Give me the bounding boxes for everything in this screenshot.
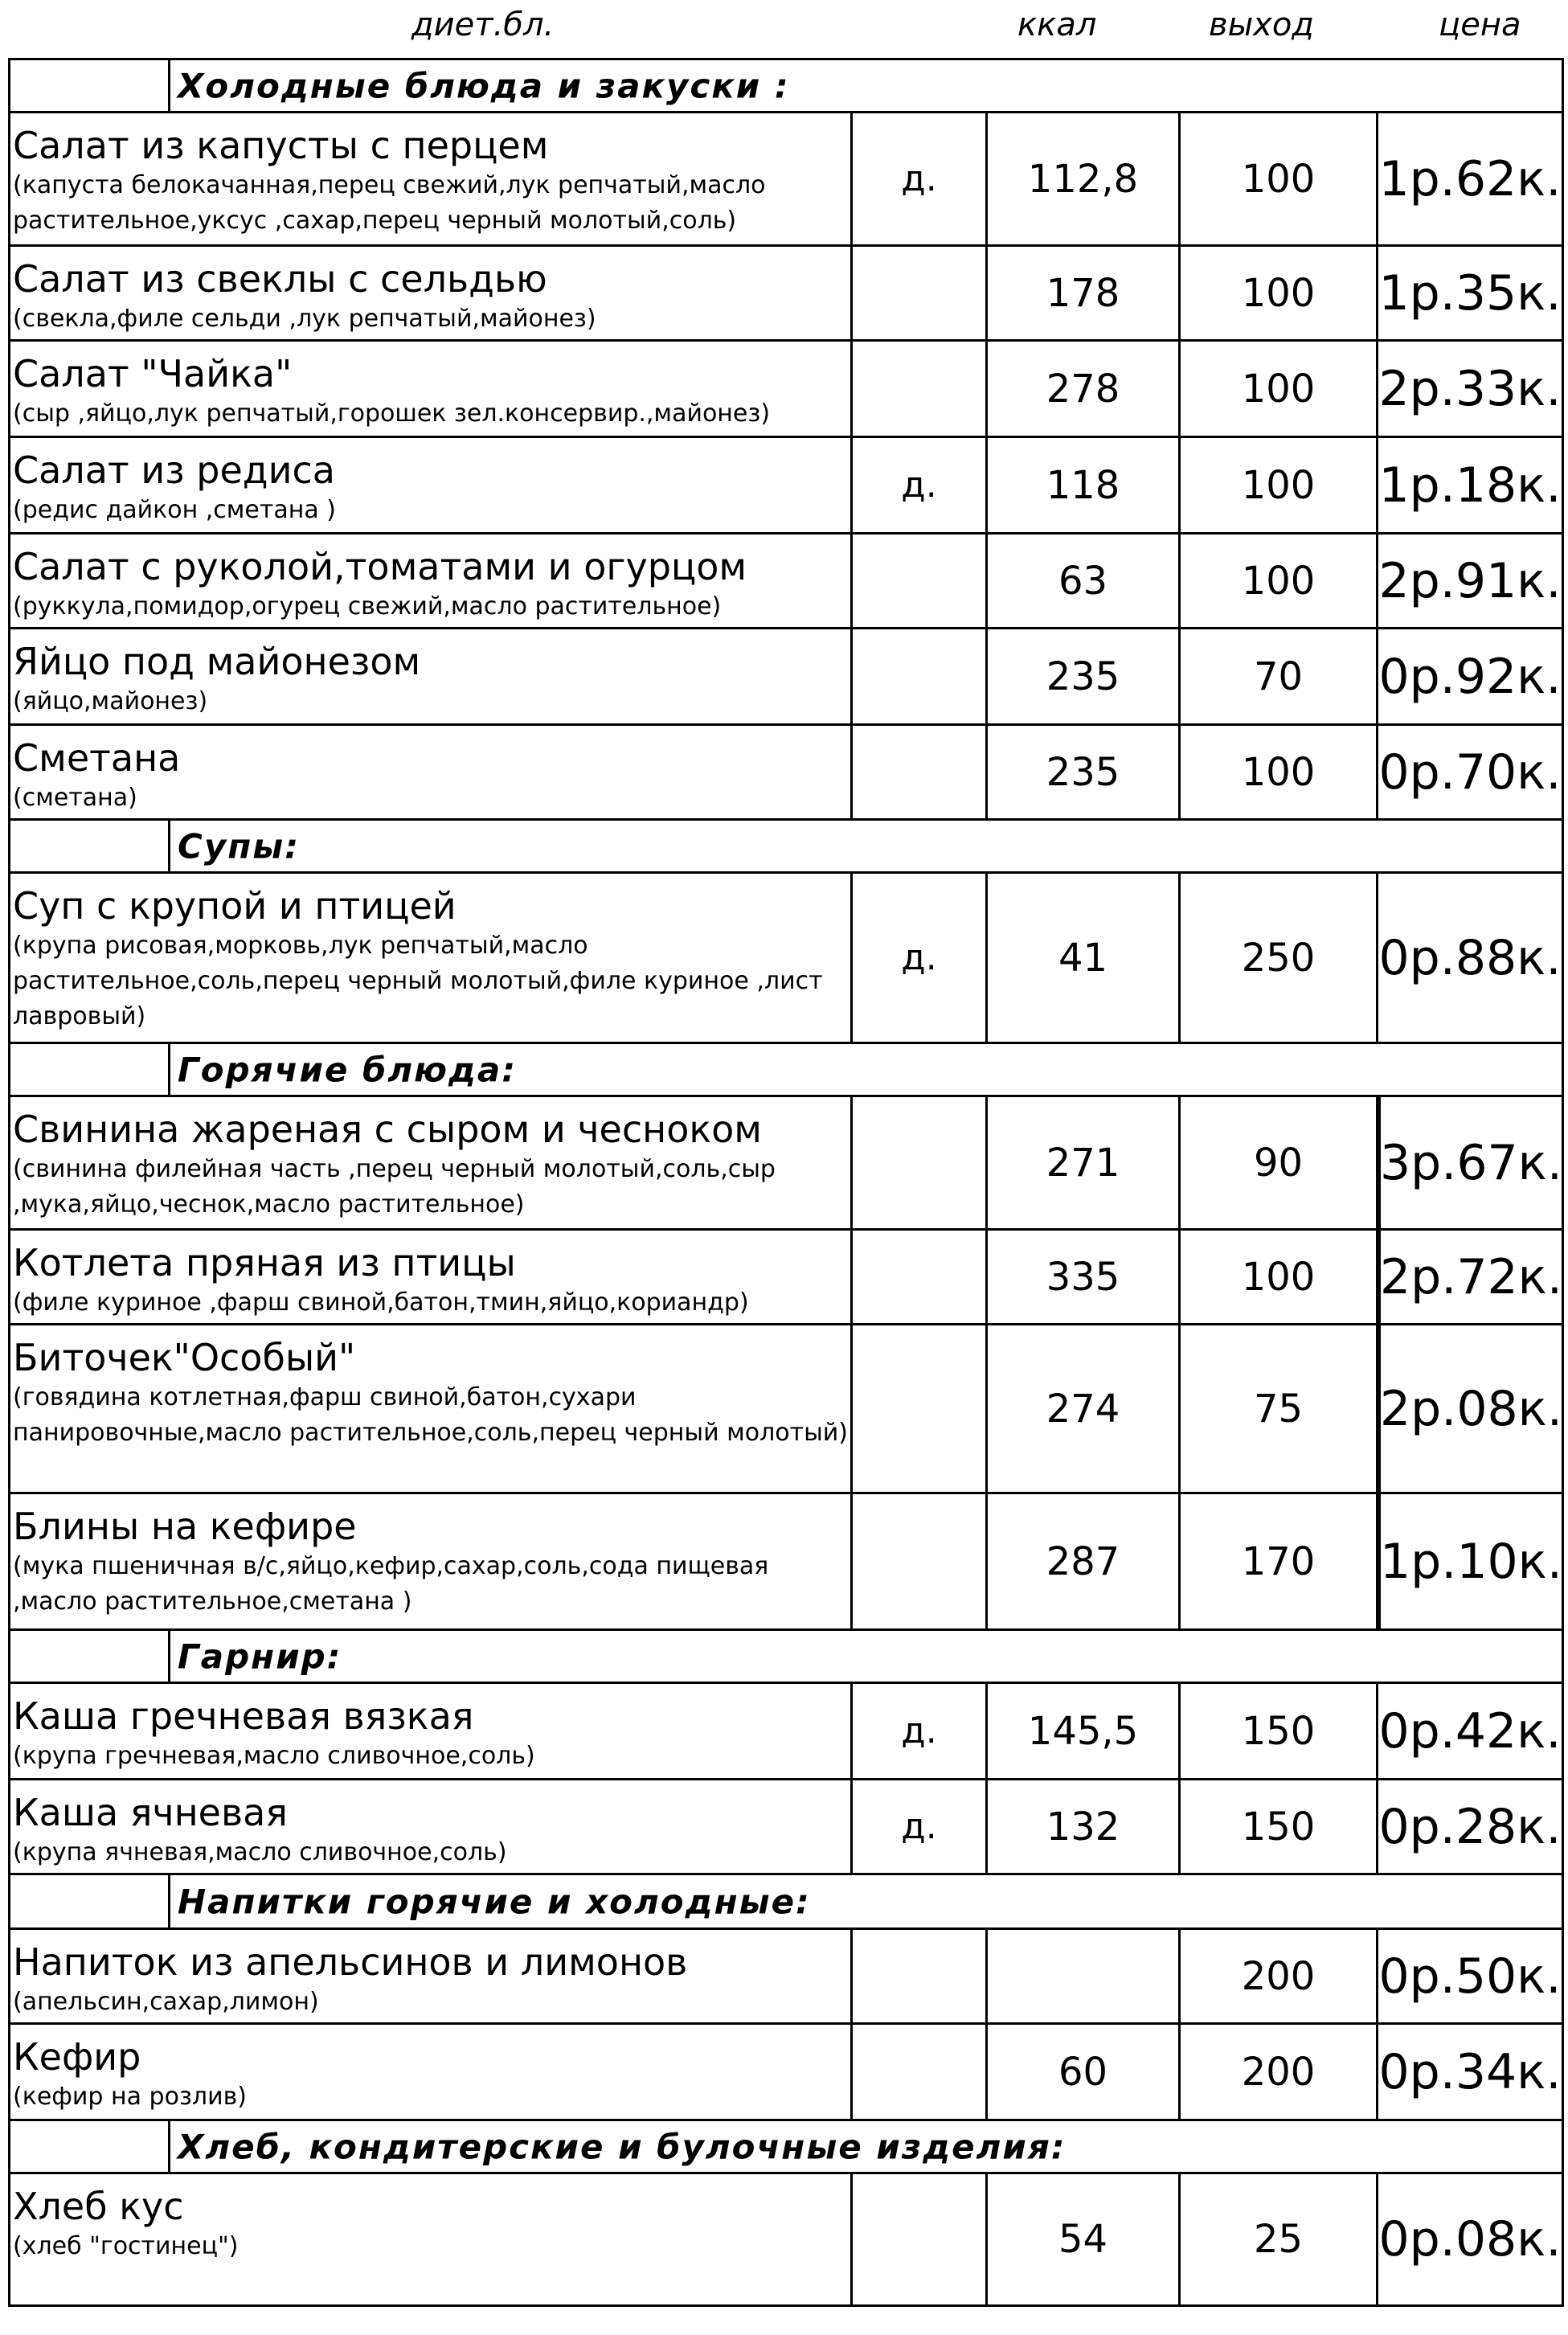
output-value: 25 — [1181, 2174, 1378, 2304]
diet-mark — [853, 342, 988, 436]
dish-ingredients: (крупа ячневая,масло сливочное,соль) — [13, 1838, 507, 1866]
menu-row — [10, 726, 1562, 821]
kcal-value: 235 — [988, 726, 1181, 818]
diet-mark: д. — [853, 1684, 988, 1778]
dish-name: Хлеб кус — [13, 2185, 184, 2228]
dish-name: Салат из редиса — [13, 449, 335, 492]
price-value: 0р.50к. — [1378, 1948, 1562, 2005]
dish-cell — [10, 438, 853, 532]
diet-mark — [853, 2174, 988, 2304]
dish-name: Каша гречневая вязкая — [13, 1694, 474, 1738]
column-header — [0, 0, 1568, 59]
diet-mark — [853, 2025, 988, 2119]
menu-row — [10, 438, 1562, 535]
dish-ingredients: (яйцо,майонез) — [13, 687, 208, 715]
diet-mark — [853, 247, 988, 339]
dish-name: Биточек"Особый" — [13, 1336, 356, 1379]
price-value: 2р.33к. — [1378, 360, 1562, 417]
diet-mark — [853, 1494, 988, 1628]
dish-ingredients: (хлеб "гостинец") — [13, 2232, 239, 2260]
output-value: 75 — [1181, 1325, 1378, 1492]
kcal-value: 60 — [988, 2025, 1181, 2119]
dish-name: Суп с крупой и птицей — [13, 884, 456, 928]
dish-name: Сметана — [13, 736, 181, 780]
output-value: 200 — [1181, 1930, 1378, 2022]
price-value: 0р.28к. — [1378, 1798, 1562, 1855]
dish-ingredients: (крупа рисовая,морковь,лук репчатый,масло растительное,соль,перец черный молотый,филе куриное ,лист лавровый) — [13, 932, 823, 1030]
menu-row — [10, 1231, 1562, 1325]
section-header — [10, 1044, 1562, 1097]
kcal-value: 335 — [988, 1231, 1181, 1323]
menu-row — [10, 1930, 1562, 2025]
diet-mark — [853, 1097, 988, 1228]
dish-cell — [10, 1684, 853, 1778]
menu-row — [10, 629, 1562, 726]
section-header — [10, 821, 1562, 874]
dish-cell — [10, 1494, 853, 1628]
dish-cell — [10, 535, 853, 627]
kcal-value: 132 — [988, 1780, 1181, 1873]
menu-row — [10, 1097, 1562, 1231]
dish-cell — [10, 2174, 853, 2304]
menu-row — [10, 535, 1562, 629]
menu-row — [10, 1780, 1562, 1875]
kcal-value: 235 — [988, 629, 1181, 723]
menu-row — [10, 113, 1562, 247]
kcal-value: 274 — [988, 1325, 1181, 1492]
dish-cell — [10, 113, 853, 244]
dish-ingredients: (свекла,филе сельди ,лук репчатый,майонез) — [13, 305, 596, 333]
section-header — [10, 60, 1562, 113]
output-value: 150 — [1181, 1684, 1378, 1778]
dish-name: Котлета пряная из птицы — [13, 1241, 516, 1284]
menu-table — [8, 58, 1564, 2307]
dish-name: Яйцо под майонезом — [13, 640, 421, 683]
dish-name: Салат из свеклы с сельдью — [13, 257, 547, 301]
dish-name: Свинина жареная с сыром и чесноком — [13, 1108, 762, 1151]
diet-mark: д. — [853, 1780, 988, 1873]
dish-cell — [10, 629, 853, 723]
dish-name: Салат с руколой,томатами и огурцом — [13, 545, 747, 588]
section-title: Хлеб, кондитерские и булочные изделия: — [178, 2127, 1066, 2166]
section-title: Горячие блюда: — [178, 1050, 517, 1089]
kcal-value: 271 — [988, 1097, 1181, 1228]
output-value: 100 — [1181, 1231, 1378, 1323]
price-value: 1р.10к. — [1378, 1494, 1562, 1628]
menu-row — [10, 1325, 1562, 1494]
price-value: 1р.62к. — [1378, 150, 1562, 207]
kcal-value: 145,5 — [988, 1684, 1181, 1778]
diet-mark: д. — [853, 874, 988, 1042]
kcal-value: 118 — [988, 438, 1181, 532]
kcal-value: 63 — [988, 535, 1181, 627]
menu-row — [10, 1684, 1562, 1780]
price-column-label: цена — [1439, 6, 1521, 43]
dish-ingredients: (сыр ,яйцо,лук репчатый,горошек зел.консервир.,майонез) — [13, 399, 771, 428]
output-value: 250 — [1181, 874, 1378, 1042]
diet-mark — [853, 535, 988, 627]
diet-mark — [853, 1231, 988, 1323]
dish-cell — [10, 874, 853, 1042]
dish-cell — [10, 726, 853, 818]
output-value: 100 — [1181, 726, 1378, 818]
diet-mark: д. — [853, 113, 988, 244]
dish-name: Каша ячневая — [13, 1791, 288, 1834]
price-value: 0р.70к. — [1378, 744, 1562, 801]
output-value: 100 — [1181, 535, 1378, 627]
output-value: 100 — [1181, 438, 1378, 532]
price-value: 0р.92к. — [1378, 648, 1562, 705]
dish-name: Кефир — [13, 2035, 141, 2079]
dish-ingredients: (кефир на розлив) — [13, 2083, 247, 2111]
menu-row — [10, 247, 1562, 342]
section-title: Напитки горячие и холодные: — [178, 1882, 811, 1921]
dish-cell — [10, 1231, 853, 1323]
dish-name: Салат "Чайка" — [13, 352, 293, 395]
kcal-value: 278 — [988, 342, 1181, 436]
diet-mark — [853, 1325, 988, 1492]
price-value: 3р.67к. — [1378, 1097, 1562, 1228]
section-header — [10, 1875, 1562, 1930]
price-value: 0р.34к. — [1378, 2043, 1562, 2100]
output-value: 90 — [1181, 1097, 1378, 1228]
kcal-value: 287 — [988, 1494, 1181, 1628]
dish-cell — [10, 1930, 853, 2022]
dish-name: Напиток из апельсинов и лимонов — [13, 1940, 688, 1984]
output-value: 170 — [1181, 1494, 1378, 1628]
menu-row — [10, 2174, 1562, 2304]
diet-column-label: диет.бл. — [411, 6, 555, 43]
price-value: 2р.08к. — [1378, 1325, 1562, 1492]
dish-cell — [10, 342, 853, 436]
section-title: Супы: — [178, 826, 300, 866]
output-value: 70 — [1181, 629, 1378, 723]
section-header — [10, 2121, 1562, 2174]
dish-ingredients: (свинина филейная часть ,перец черный молотый,соль,сыр ,мука,яйцо,чеснок,масло растительное) — [13, 1155, 776, 1219]
dish-cell — [10, 1325, 853, 1492]
menu-row — [10, 342, 1562, 438]
dish-ingredients: (говядина котлетная,фарш свиной,батон,сухари панировочные,масло растительное,соль,перец черный молотый) — [13, 1383, 848, 1447]
output-value: 100 — [1181, 247, 1378, 339]
price-value: 1р.18к. — [1378, 457, 1562, 514]
section-title: Холодные блюда и закуски : — [178, 66, 790, 105]
kcal-value: 41 — [988, 874, 1181, 1042]
output-value: 100 — [1181, 113, 1378, 244]
dish-ingredients: (редис дайкон ,сметана ) — [13, 496, 336, 524]
menu-row — [10, 2025, 1562, 2121]
price-value: 0р.08к. — [1378, 2211, 1562, 2267]
price-value: 1р.35к. — [1378, 264, 1562, 322]
kcal-value: 178 — [988, 247, 1181, 339]
section-title: Гарнир: — [178, 1637, 342, 1676]
dish-cell — [10, 2025, 853, 2119]
kcal-value: 54 — [988, 2174, 1181, 2304]
price-value: 2р.91к. — [1378, 552, 1562, 609]
dish-name: Салат из капусты с перцем — [13, 124, 549, 167]
diet-mark — [853, 629, 988, 723]
kcal-value — [988, 1930, 1181, 2022]
price-value: 0р.88к. — [1378, 929, 1562, 986]
menu-row — [10, 874, 1562, 1044]
diet-mark — [853, 726, 988, 818]
dish-ingredients: (крупа гречневая,масло сливочное,соль) — [13, 1742, 535, 1770]
dish-ingredients: (филе куриное ,фарш свиной,батон,тмин,яйцо,кориандр) — [13, 1288, 749, 1317]
kcal-column-label: ккал — [1017, 6, 1097, 43]
dish-name: Блины на кефире — [13, 1505, 357, 1548]
dish-ingredients: (капуста белокачанная,перец свежий,лук репчатый,масло растительное,уксус ,сахар,перец черный молотый,соль) — [13, 171, 766, 235]
dish-cell — [10, 1097, 853, 1228]
dish-cell — [10, 1780, 853, 1873]
output-value: 200 — [1181, 2025, 1378, 2119]
section-header — [10, 1631, 1562, 1684]
dish-ingredients: (апельсин,сахар,лимон) — [13, 1988, 319, 2016]
price-value: 2р.72к. — [1378, 1231, 1562, 1323]
kcal-value: 112,8 — [988, 113, 1181, 244]
price-value: 0р.42к. — [1378, 1702, 1562, 1759]
dish-ingredients: (руккула,помидор,огурец свежий,масло растительное) — [13, 592, 722, 621]
dish-ingredients: (сметана) — [13, 784, 137, 812]
dish-ingredients: (мука пшеничная в/с,яйцо,кефир,сахар,соль,сода пищевая ,масло растительное,сметана ) — [13, 1552, 769, 1616]
dish-cell — [10, 247, 853, 339]
diet-mark — [853, 1930, 988, 2022]
output-value: 100 — [1181, 342, 1378, 436]
diet-mark: д. — [853, 438, 988, 532]
output-column-label: выход — [1209, 6, 1314, 43]
menu-row — [10, 1494, 1562, 1631]
output-value: 150 — [1181, 1780, 1378, 1873]
